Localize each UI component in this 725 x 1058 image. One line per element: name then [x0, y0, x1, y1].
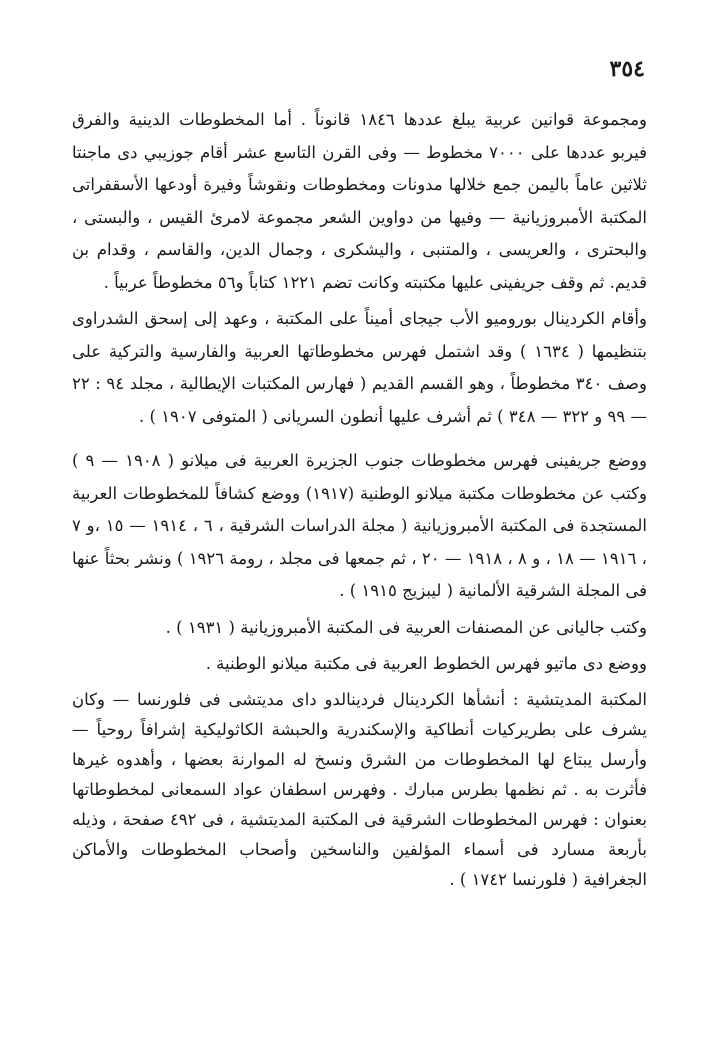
paragraph-griffini-catalogs: ووضع جريفينى فهرس مخطوطات جنوب الجزيرة العربية فى ميلانو ( ١٩٠٨ — ٩ ) وكتب عن مخطوطات مكتبة ميلانو الوطنية (١٩١٧) ووضع كشافاً للمخطوطات العربية المستجدة فى المكتبة الأمبروزيانية ( مجلة الدراسات الشرقية ، ٦ ، ١٩١٤ — ١٥ ،و ٧ ، ١٩١٦ — ١٨ ، و ٨ ، ١٩١٨ — ٢٠ ، ثم جمعها فى مجلد ، رومة ١٩٢٦ ) ونشر بحثاً عنها فى المجلة الشرقية الألمانية ( ليبزيج ١٩١٥ ) . [72, 451, 647, 600]
page-number: ٣٥٤ [609, 56, 645, 82]
paragraph-galliani: وكتب جاليانى عن المصنفات العربية فى المكتبة الأمبروزيانية ( ١٩٣١ ) . [165, 617, 647, 637]
paragraph-medicean-library: المكتبة المديتشية : أنشأها الكردينال فردينالدو داى مديتشى فى فلورنسا — وكان يشرف على بطريركيات أنطاكية والإسكندرية والحبشة الكاثوليكية إشرافاً روحياً — وأرسل يبتاع لها المخطوطات من الشرق ونسخ له الموارنة بعضها ، وأهدوه غيرها فأثرت به . ثم نظمها بطرس مبارك . وفهرس اسطفان عواد السمعانى لمخطوطاتها بعنوان : فهرس المخطوطات الشرقية فى المكتبة المديتشية ، فى ٤٩٢ صفحة ، وذيله بأربعة مسارد فى أسماء المؤلفين والناسخين وأصحاب المخطوطات والأماكن الجغرافية ( فلورنسا ١٧٤٢ ) . [72, 689, 647, 889]
paragraph-borromeo-catalog: وأقام الكردينال بوروميو الأب جيجاى أميناً على المكتبة ، وعهد إلى إسحق الشدراوى بتنظيمها ( ١٦٣٤ ) وقد اشتمل فهرس مخطوطاتها العربية والفارسية والتركية على وصف ٣٤٠ مخطوطاً ، وهو القسم القديم ( فهارس المكتبات الإيطالية ، مجلد ٩٤ : ٢٢ — ٩٩ و ٣٢٢ — ٣٤٨ ) ثم أشرف عليها أنطون السريانى ( المتوفى ١٩٠٧ ) . [72, 309, 647, 426]
body-text [72, 104, 647, 895]
paragraph-de-matteo: ووضع دى ماتيو فهرس الخطوط العربية فى مكتبة ميلانو الوطنية . [205, 654, 647, 673]
paragraph-manuscripts-collections: ومجموعة قوانين عربية يبلغ عددها ١٨٤٦ قانوناً . أما المخطوطات الدينية والفرق فيربو عددها على ٧٠٠٠ مخطوط — وفى القرن التاسع عشر أقام جوزيبي دى ماجنتا ثلاثين عاماً باليمن جمع خلالها مدونات ومخطوطات ونقوشاً وفيرة أودعها الأسقفراتى المكتبة الأمبروزيانية — وفيها من دواوين الشعر مجموعة لامرئ القيس ، والبستى ، والبحترى ، والعريسى ، والمتنبى ، واليشكرى ، وجمال الدين، والقاسم ، وقدام بن قديم. ثم وقف جريفينى عليها مكتبته وكانت تضم ١٢٢١ كتاباً و٥٦ مخطوطاً عربياً . [72, 110, 648, 292]
